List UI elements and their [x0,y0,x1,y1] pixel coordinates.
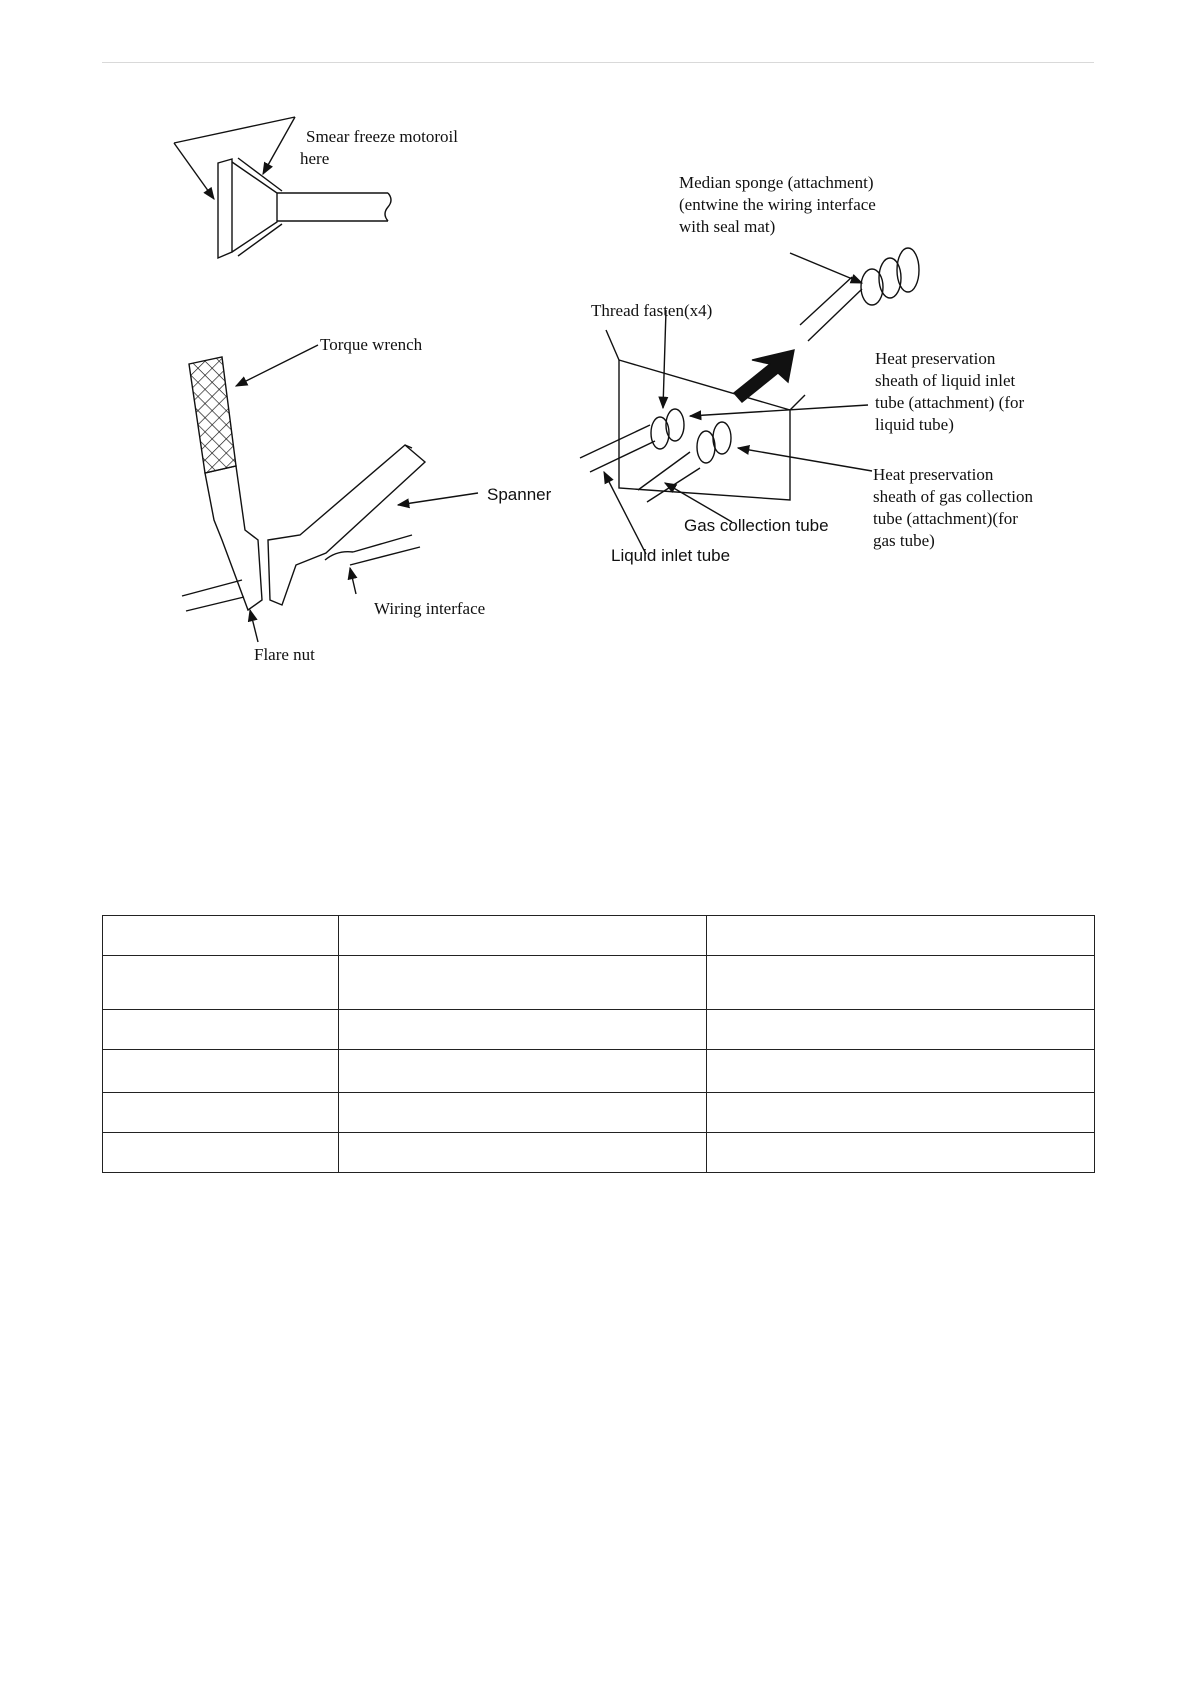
liquid-sheath-label: Heat preservation sheath of liquid inlet tube (attachment) (for liquid tube) [875,349,1025,434]
table-cell [103,1093,339,1133]
spec-table [102,915,1095,1173]
thread-fasten-label: Thread fasten(x4) [591,301,713,320]
smear-label: Smear freeze motoroil here [300,127,458,168]
table-cell [103,956,339,1010]
table-cell [707,1050,1095,1093]
table-cell [707,1133,1095,1173]
table-cell [338,1050,707,1093]
table-cell [338,1093,707,1133]
table-cell [338,956,707,1010]
table-row [103,1050,1095,1093]
table-cell [103,1050,339,1093]
unit-connection-drawing [580,248,919,554]
table-row [103,916,1095,956]
median-sponge-label: Median sponge (attachment) (entwine the wiring interface with seal mat) [679,173,876,236]
gas-collection-tube-label: Gas collection tube [684,516,829,535]
table-cell [338,1010,707,1050]
table-cell [338,916,707,956]
table-cell [103,1133,339,1173]
table-cell [103,1010,339,1050]
torque-wrench-label: Torque wrench [320,335,423,354]
table-cell [707,1093,1095,1133]
table-cell [707,916,1095,956]
table-cell [707,1010,1095,1050]
table-row [103,1133,1095,1173]
table-cell [103,916,339,956]
table-row [103,956,1095,1010]
liquid-inlet-tube-label: Liquid inlet tube [611,546,731,565]
flare-nut-label: Flare nut [254,645,315,664]
table-cell [707,956,1095,1010]
spanner-label: Spanner [487,485,552,504]
wiring-interface-label: Wiring interface [374,599,486,618]
gas-sheath-label: Heat preservation sheath of gas collection tube (attachment)(for gas tube) [873,465,1034,550]
table-row [103,1010,1095,1050]
table-cell [338,1133,707,1173]
torque-wrench-drawing [189,345,318,610]
table-row [103,1093,1095,1133]
